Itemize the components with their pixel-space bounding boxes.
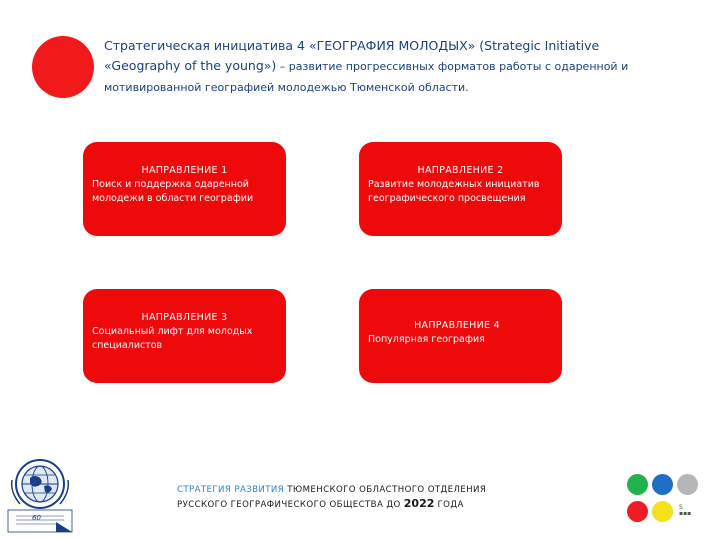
page-header: [104, 36, 664, 98]
direction-card-title: НАПРАВЛЕНИЕ 2: [417, 165, 504, 176]
logo-anniversary: 60: [32, 514, 41, 522]
red-circle-decoration: [32, 36, 94, 98]
grey-dot: [677, 474, 698, 495]
small-mark-icon: S ▪▪▪: [679, 504, 692, 517]
red-dot: [627, 501, 648, 522]
direction-card-desc: Социальный лифт для молодых специалистов: [92, 326, 253, 351]
footer-line2-start: РУССКОГО ГЕОГРАФИЧЕСКОГО ОБЩЕСТВА ДО: [177, 500, 404, 510]
header-title-line1: Стратегическая инициатива 4 «ГЕОГРАФИЯ МОЛОДЫХ» (Strategic Initiative: [104, 38, 600, 53]
footer-line1-rest: ТЮМЕНСКОГО ОБЛАСТНОГО ОТДЕЛЕНИЯ: [284, 485, 487, 495]
globe-emblem-icon: [6, 456, 74, 536]
direction-card-1[interactable]: [83, 142, 286, 236]
direction-card-desc: Популярная география: [368, 334, 485, 345]
direction-card-title: НАПРАВЛЕНИЕ 3: [141, 312, 228, 323]
header-title-bold: «Geography of the young»): [104, 58, 277, 73]
direction-card-3[interactable]: [83, 289, 286, 383]
direction-card-4[interactable]: [359, 289, 562, 383]
footer-line2-end: ГОДА: [434, 500, 464, 510]
color-dots-decoration: [627, 474, 699, 526]
direction-card-title: НАПРАВЛЕНИЕ 1: [141, 165, 228, 176]
direction-card-title: НАПРАВЛЕНИЕ 4: [414, 320, 500, 331]
direction-card-desc: Поиск и поддержка одаренной молодежи в области географии: [92, 179, 254, 204]
footer-accent: СТРАТЕГИЯ РАЗВИТИЯ: [177, 485, 285, 495]
rgo-logo: [6, 456, 74, 536]
green-dot: [627, 474, 648, 495]
header-title-line3: мотивированной географией молодежью Тюменской области.: [104, 81, 469, 94]
direction-card-2[interactable]: [359, 142, 562, 236]
header-title-line2: [104, 60, 628, 73]
yellow-dot: [652, 501, 673, 522]
direction-card-desc: Развитие молодежных инициатив географического просвещения: [368, 179, 540, 204]
footer-year: 2022: [403, 497, 435, 510]
header-title-rest: – развитие прогрессивных форматов работы с одаренной и: [276, 60, 629, 73]
blue-dot: [652, 474, 673, 495]
footer-caption: [177, 484, 537, 512]
